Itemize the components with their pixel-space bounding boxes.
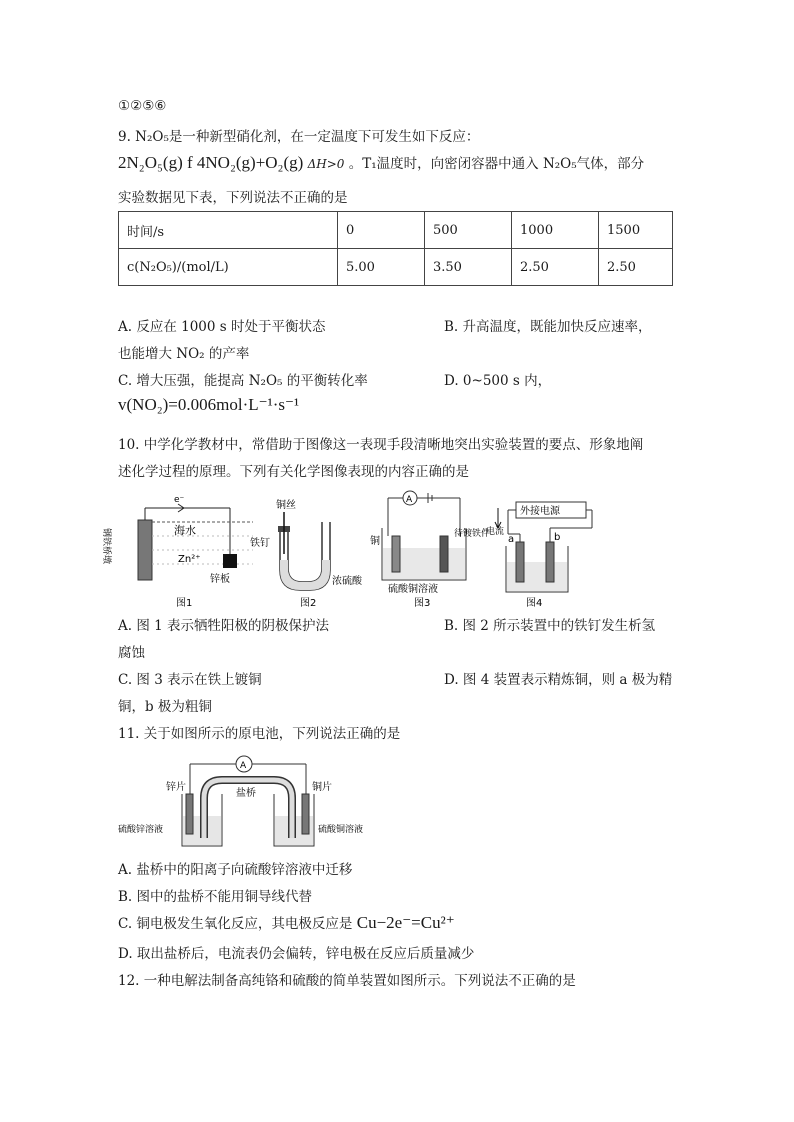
seawater-label: 海水 xyxy=(174,524,196,537)
acid-label: 浓硫酸 xyxy=(332,576,362,587)
q9-delta-h: ΔH>0 xyxy=(307,157,345,171)
q11-option-c-equation: Cu−2e⁻=Cu²⁺ xyxy=(356,913,455,932)
q11-option-c: C. 铜电极发生氧化反应，其电极反应是 xyxy=(118,916,353,932)
q10-figure-3 xyxy=(370,488,490,610)
table-cell: 5.00 xyxy=(338,249,425,286)
q10-figure-2 xyxy=(250,492,375,610)
fig3-caption: 图3 xyxy=(414,598,431,609)
q9-option-d-equation: v(NO₂)=0.006mol·L⁻¹·s⁻¹ xyxy=(118,395,300,414)
table-cell: 500 xyxy=(425,212,512,249)
table-cell: 0 xyxy=(338,212,425,249)
electrode-b-shape xyxy=(546,542,554,582)
ammeter-label: A xyxy=(406,495,413,505)
zinc-plate-label: 锌板 xyxy=(210,574,230,585)
znso4-label: 硫酸锌溶液 xyxy=(118,825,164,835)
plated-item-label: 待镀铁件 xyxy=(454,529,491,539)
q11-option-d: D. 取出盐桥后，电流表仍会偏转，锌电极在反应后质量减少 xyxy=(118,946,475,962)
q10-option-a-cont: 腐蚀 xyxy=(118,645,145,661)
copper-label: 铜 xyxy=(370,536,380,547)
q10-line2: 述化学过程的原理。下列有关化学图像表现的内容正确的是 xyxy=(118,464,469,480)
pier-label: 钢铁桥墩 xyxy=(101,528,111,565)
copper-electrode-shape xyxy=(392,536,400,572)
q9-option-c: C. 增大压强，能提高 N₂O₅ 的平衡转化率 xyxy=(118,373,368,389)
q9-equation-line xyxy=(118,152,644,173)
table-row xyxy=(119,212,673,249)
q11-option-c-line xyxy=(118,912,455,933)
copper-label: 铜片 xyxy=(312,782,332,793)
fig1-caption: 图1 xyxy=(176,598,193,609)
table-cell: 1000 xyxy=(512,212,599,249)
current-label: 电流 xyxy=(486,527,505,537)
q10-figure-1 xyxy=(101,492,268,610)
table-cell: 3.50 xyxy=(425,249,512,286)
electrode-a-shape xyxy=(516,542,524,582)
q10-option-a: A. 图 1 表示牺牲阳极的阴极保护法 xyxy=(118,618,330,634)
q11-option-a: A. 盐桥中的阳离子向硫酸锌溶液中迁移 xyxy=(118,862,353,878)
table-cell: c(N₂O₅)/(mol/L) xyxy=(119,249,338,286)
table-cell: 1500 xyxy=(599,212,673,249)
q9-option-b-cont: 也能增大 NO₂ 的产率 xyxy=(118,346,250,362)
q9-option-a: A. 反应在 1000 s 时处于平衡状态 xyxy=(118,319,326,335)
table-cell: 时间/s xyxy=(119,212,338,249)
electrode-a-label: a xyxy=(508,534,515,545)
q9-condition: 。T₁温度时，向密闭容器中通入 N₂O₅气体，部分 xyxy=(348,156,645,172)
q11-option-b: B. 图中的盐桥不能用铜导线代替 xyxy=(118,889,313,905)
copper-wire-label: 铜丝 xyxy=(276,500,296,511)
fig4-caption: 图4 xyxy=(526,598,543,609)
q10-figure-4 xyxy=(486,500,598,610)
copper-electrode-shape xyxy=(302,794,309,834)
cuso4-label: 硫酸铜溶液 xyxy=(318,825,364,835)
q12-stem: 12. 一种电解法制备高纯铬和硫酸的简单装置如图所示。下列说法不正确的是 xyxy=(118,973,576,989)
q10-option-d-cont: 铜，b 极为粗铜 xyxy=(118,699,212,715)
q10-option-b: B. 图 2 所示装置中的铁钉发生析氢 xyxy=(444,618,656,634)
electron-label: e⁻ xyxy=(174,495,185,505)
zinc-electrode-shape xyxy=(186,794,193,834)
table-cell: 2.50 xyxy=(599,249,673,286)
q9-option-b: B. 升高温度，既能加快反应速率， xyxy=(444,319,652,335)
solution-label: 硫酸铜溶液 xyxy=(388,584,438,595)
ammeter-label: A xyxy=(240,761,247,771)
fig2-caption: 图2 xyxy=(300,598,317,609)
q9-line2: 实验数据见下表，下列说法不正确的是 xyxy=(118,190,348,206)
pier-shape xyxy=(138,520,152,580)
iron-nail-label: 铁钉 xyxy=(250,538,270,549)
q9-equation: 2N₂O₅(g) f 4NO₂(g)+O₂(g) xyxy=(118,153,304,172)
zn-ion-label: Zn²⁺ xyxy=(178,554,201,565)
q9-data-table xyxy=(118,211,673,286)
header-fragment: ①②⑤⑥ xyxy=(118,98,167,114)
q9-intro: 9. N₂O₅是一种新型硝化剂，在一定温度下可发生如下反应： xyxy=(118,129,480,145)
zinc-plate-shape xyxy=(223,554,237,568)
salt-bridge-label: 盐桥 xyxy=(236,788,256,799)
table-row xyxy=(119,249,673,286)
electrode-b-label: b xyxy=(554,532,561,543)
q11-figure xyxy=(118,746,388,856)
q10-option-c: C. 图 3 表示在铁上镀铜 xyxy=(118,672,262,688)
table-cell: 2.50 xyxy=(512,249,599,286)
q11-stem: 11. 关于如图所示的原电池，下列说法正确的是 xyxy=(118,726,401,742)
acid-shape xyxy=(280,560,330,590)
power-supply-label: 外接电源 xyxy=(520,506,560,517)
q9-option-d: D. 0~500 s 内， xyxy=(444,373,552,389)
q10-option-d: D. 图 4 装置表示精炼铜，则 a 极为精 xyxy=(444,672,673,688)
u-tube-shape xyxy=(288,522,322,582)
zinc-label: 锌片 xyxy=(166,782,186,793)
iron-electrode-shape xyxy=(440,536,448,572)
q10-line1: 10. 中学化学教材中，常借助于图像这一表现手段清晰地突出实验装置的要点、形象地阐 xyxy=(118,437,644,453)
